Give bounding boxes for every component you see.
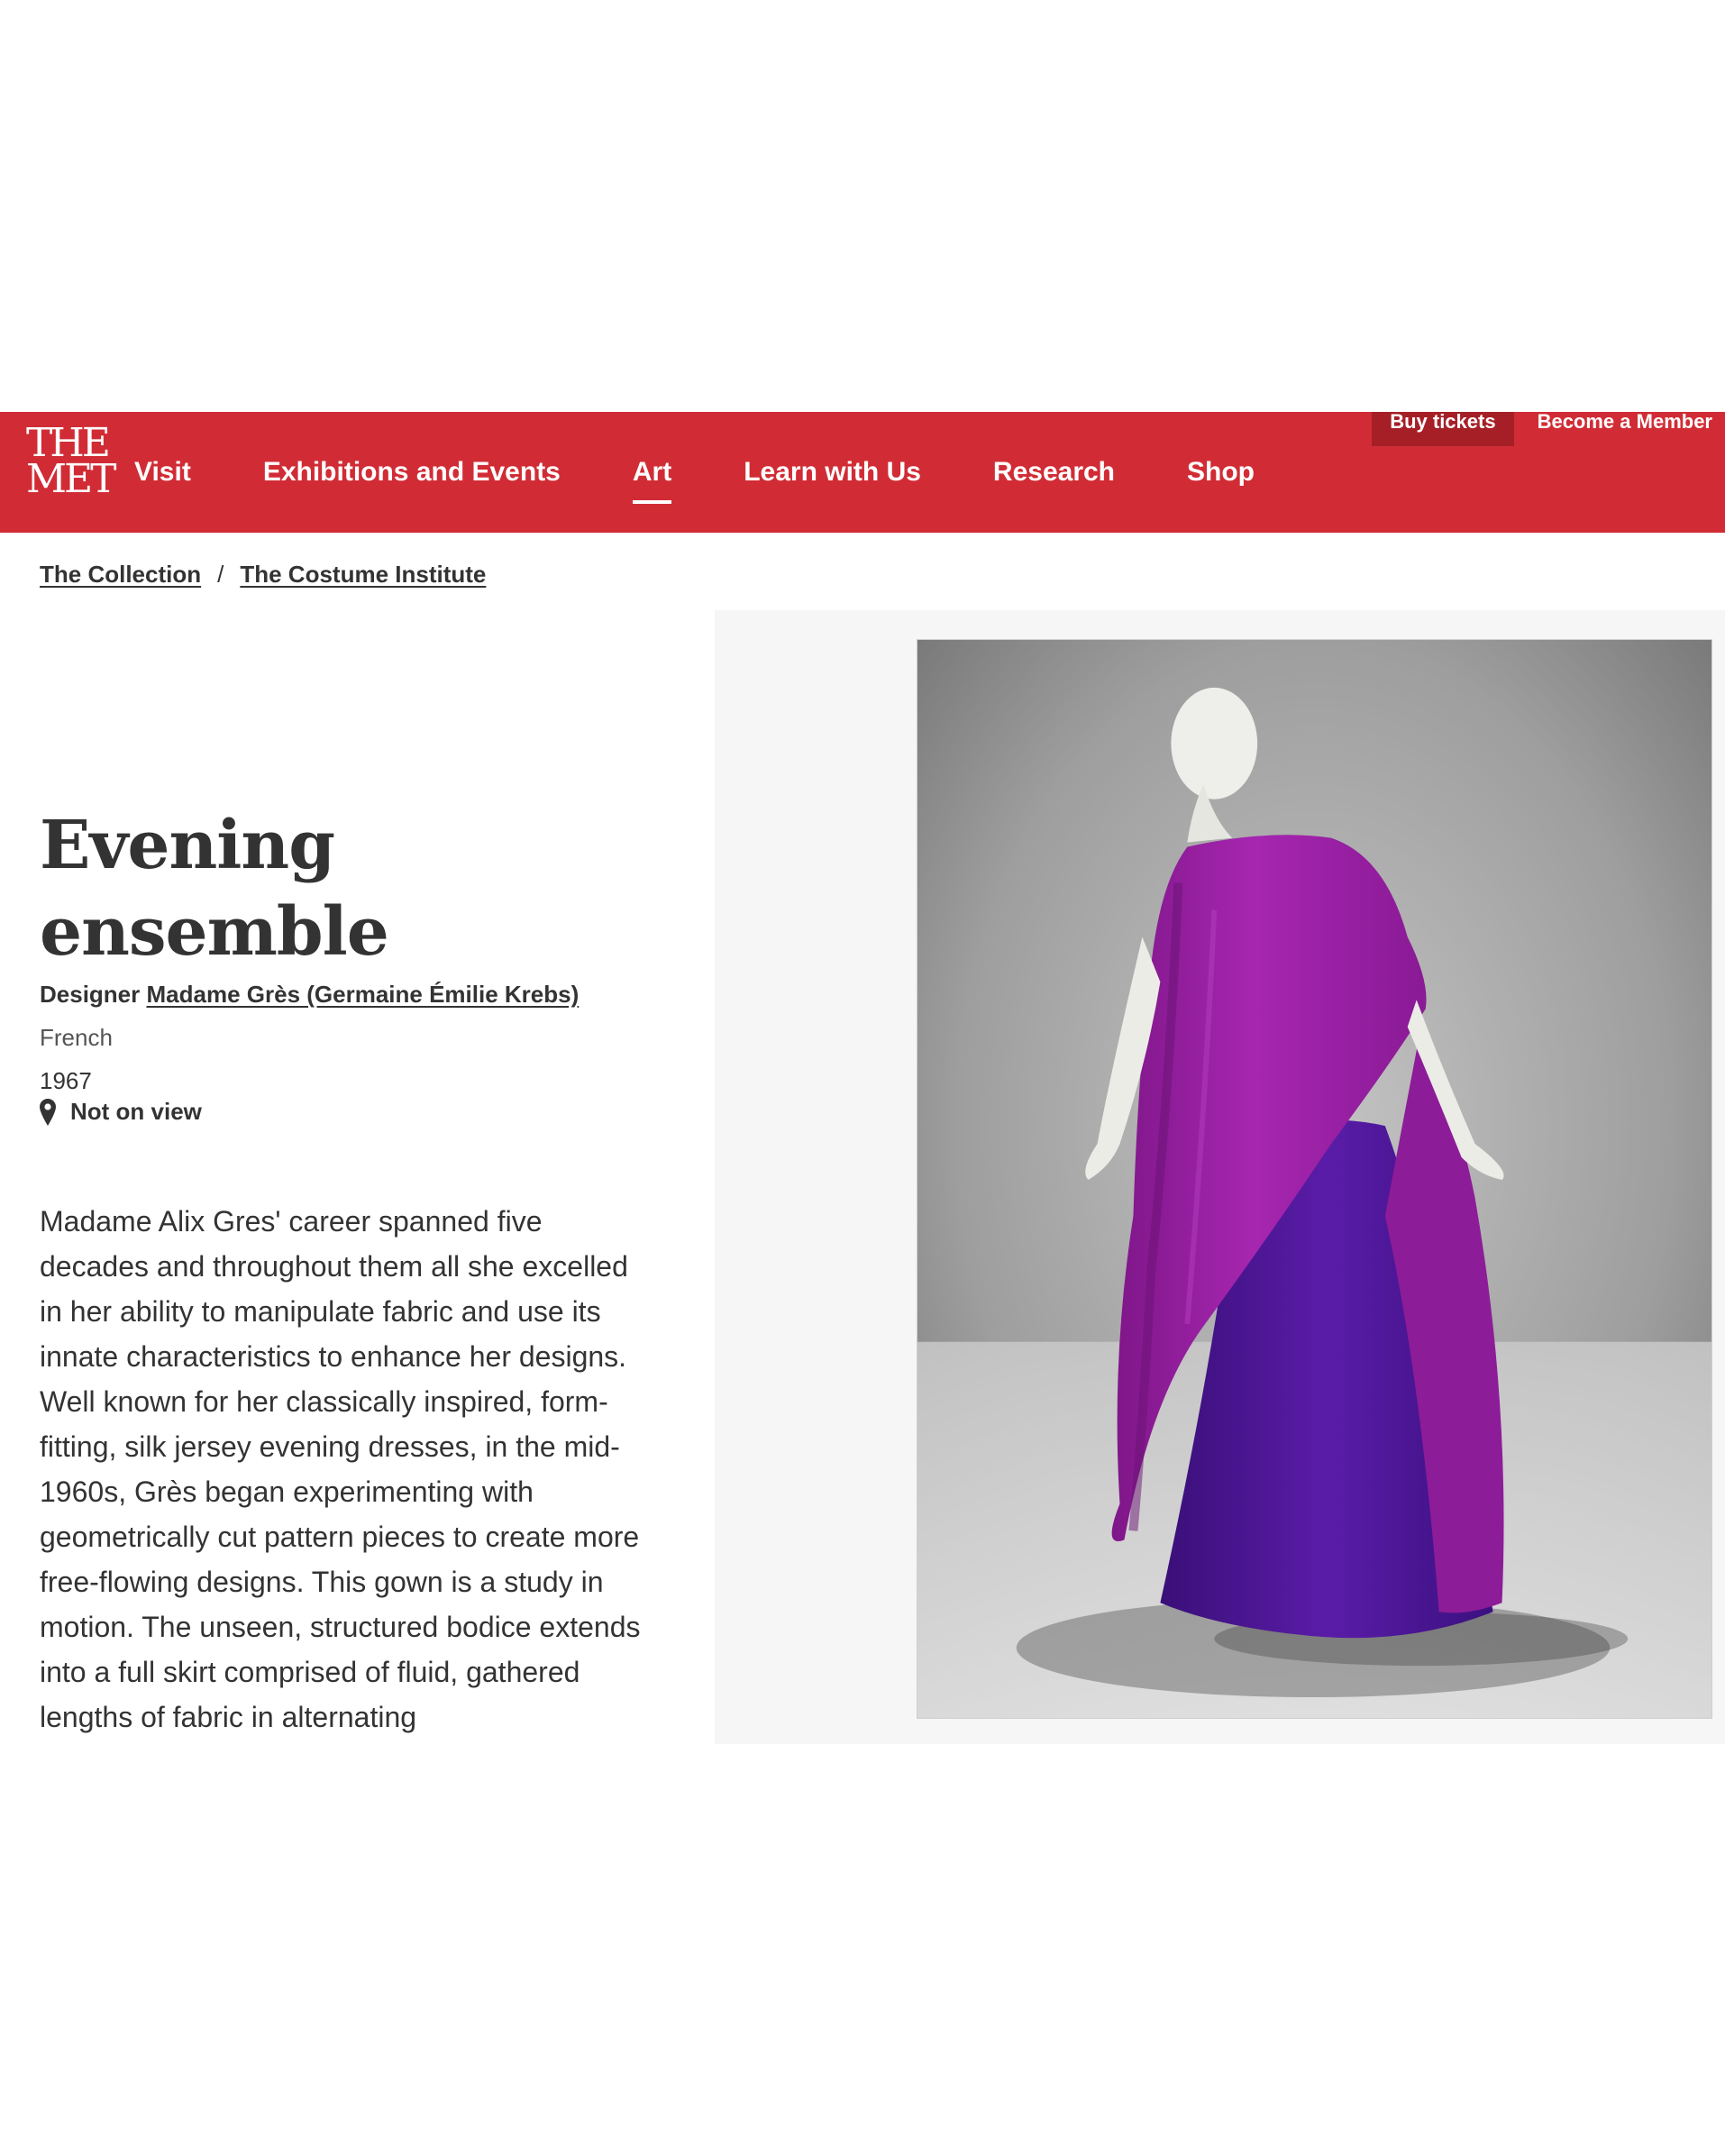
artwork-description: Madame Alix Gres' career spanned five decades and throughout them all she excelled in her ability to manipulate fabric and use its innate characteristics to enhance her designs. Well known for her classically inspired, form-fitting, silk jersey evening dresses, in the mid-1960s, Grès began experimenting with geometrically cut pattern pieces to create more free-flowing designs. This gown is a study in motion. The unseen, structured bodice extends into a full skirt comprised of fluid, gathered lengths of fabric in alternating bbox=[40, 1205, 641, 1733]
logo-line-2: MET bbox=[26, 456, 114, 502]
nav-item-visit[interactable]: Visit bbox=[134, 457, 191, 487]
nav-item-shop[interactable]: Shop bbox=[1187, 457, 1255, 487]
artwork-nationality: French bbox=[40, 1024, 113, 1051]
artwork-image[interactable] bbox=[917, 639, 1712, 1719]
buy-tickets-button[interactable]: Buy tickets bbox=[1372, 412, 1513, 446]
utility-nav bbox=[1372, 412, 1712, 446]
artwork-date: 1967 bbox=[40, 1067, 92, 1094]
location-status-text: Not on view bbox=[70, 1098, 202, 1125]
designer-link[interactable]: Madame Grès (Germaine Émilie Krebs) bbox=[146, 981, 580, 1008]
artwork-info bbox=[40, 802, 643, 1098]
image-panel bbox=[715, 610, 1725, 1744]
nav-item-exhibitions-and-events[interactable]: Exhibitions and Events bbox=[262, 457, 561, 487]
nav-item-learn-with-us[interactable]: Learn with Us bbox=[744, 457, 921, 487]
breadcrumb-link-collection[interactable]: The Collection bbox=[40, 561, 202, 588]
main-nav bbox=[134, 412, 1327, 533]
nav-item-research[interactable]: Research bbox=[992, 457, 1116, 487]
logo-line-1: THE bbox=[26, 420, 108, 466]
artwork-illustration bbox=[917, 640, 1711, 1718]
breadcrumb bbox=[40, 561, 486, 589]
designer-prefix: Designer bbox=[40, 981, 141, 1008]
breadcrumb-separator: / bbox=[217, 561, 224, 588]
designer-line bbox=[40, 977, 643, 1011]
location-status bbox=[40, 1098, 202, 1126]
nav-item-art[interactable]: Art bbox=[632, 457, 672, 487]
become-member-link[interactable]: Become a Member bbox=[1537, 410, 1712, 433]
site-header bbox=[0, 412, 1725, 533]
artwork-title: Evening ensemble bbox=[40, 807, 388, 971]
met-logo[interactable] bbox=[26, 420, 114, 507]
breadcrumb-link-costume-institute[interactable]: The Costume Institute bbox=[240, 561, 487, 588]
map-pin-icon bbox=[40, 1099, 56, 1126]
